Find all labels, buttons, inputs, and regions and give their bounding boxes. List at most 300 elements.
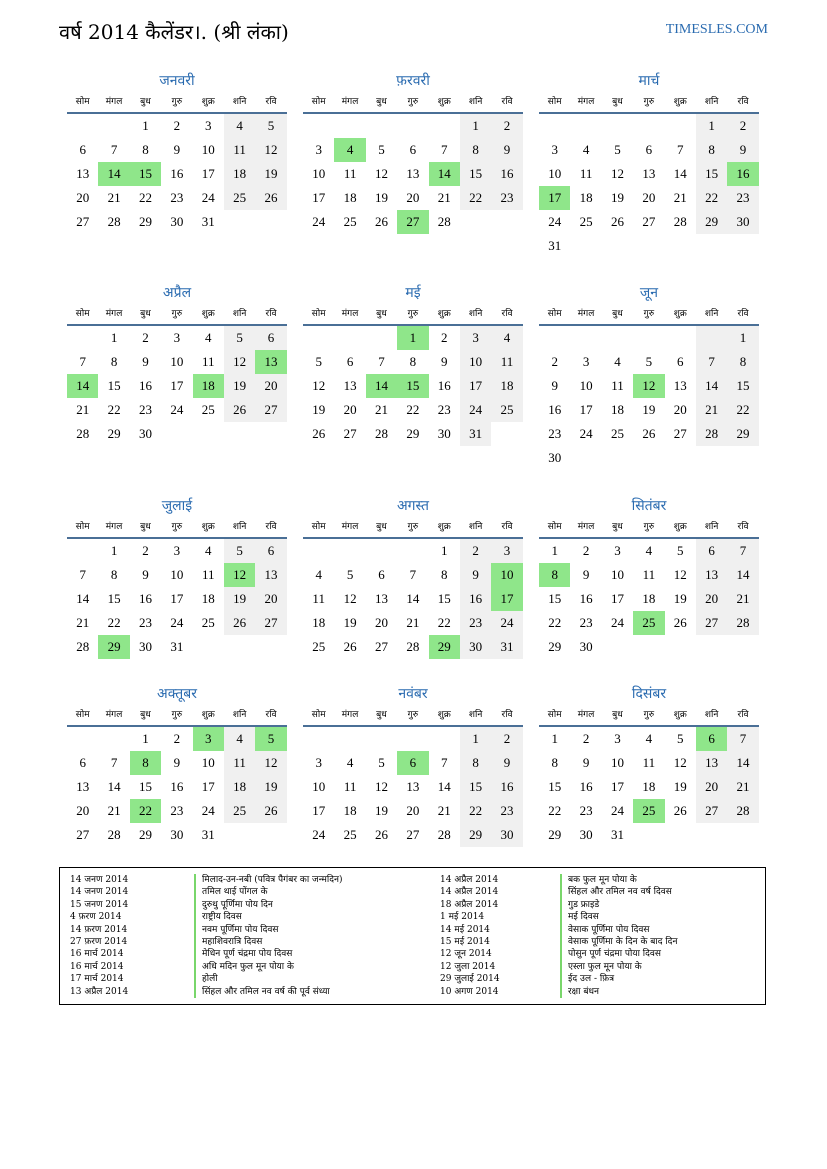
empty-cell — [696, 234, 727, 258]
week-row — [539, 422, 759, 446]
holiday-name: राष्ट्रीय दिवस — [202, 912, 242, 923]
weekday-label: मंगल — [341, 710, 359, 720]
day-cell: 20 — [374, 615, 388, 630]
day-cell: 6 — [79, 755, 86, 770]
day-cell: 4 — [224, 114, 255, 138]
day-cell: 22 — [437, 615, 451, 630]
day-cell: 26 — [374, 827, 388, 842]
day-cell: 25 — [491, 398, 522, 422]
empty-cell — [665, 446, 696, 470]
week-row — [303, 162, 523, 186]
weekday-label: शुक्र — [673, 309, 687, 319]
day-cell: 24 — [170, 402, 184, 417]
month-block — [67, 495, 287, 659]
week-row — [67, 186, 287, 210]
day-cell: 31 — [610, 827, 624, 842]
page-title: वर्ष 2014 कैलेंडर।. (श्री लंका) — [59, 20, 289, 44]
day-cell: 1 — [460, 114, 491, 138]
day-cell: 18 — [610, 402, 624, 417]
empty-cell — [696, 823, 727, 847]
day-cell: 10 — [170, 354, 184, 369]
weekday-label: गुरु — [407, 710, 419, 720]
empty-cell — [224, 635, 255, 659]
holiday-name: महाशिवरात्रि दिवस — [202, 936, 263, 947]
empty-cell — [665, 326, 696, 350]
weekday-label: रवि — [737, 522, 749, 532]
day-cell: 16 — [579, 591, 593, 606]
day-cell: 1 — [110, 330, 118, 345]
day-cell: 24 — [201, 803, 215, 818]
day-cell: 19 — [374, 190, 388, 205]
day-cell: 2 — [582, 731, 590, 746]
weekday-label: गुरु — [171, 710, 183, 720]
day-cell: 28 — [107, 214, 121, 229]
week-row — [539, 210, 759, 234]
day-cell: 30 — [437, 426, 451, 441]
day-cell: 21 — [76, 402, 90, 417]
day-cell: 10 — [460, 350, 491, 374]
day-cell: 16 — [491, 162, 522, 186]
holiday-names-left — [202, 874, 343, 998]
day-cell: 29 — [107, 426, 121, 441]
day-cell: 6 — [696, 539, 727, 563]
weekday-label: गुरु — [643, 522, 655, 532]
day-cell: 2 — [142, 543, 149, 558]
holiday-dates-right — [440, 874, 500, 998]
empty-cell — [570, 326, 601, 350]
day-cell: 16 — [491, 775, 522, 799]
day-cell: 29 — [727, 422, 758, 446]
day-cell: 28 — [76, 426, 90, 441]
day-cell: 2 — [441, 330, 448, 345]
empty-cell — [67, 326, 98, 350]
weekday-label: मंगल — [105, 309, 123, 319]
weekday-label: गुरु — [407, 309, 419, 319]
holiday-name: वेसाक पूर्णिमा के दिन के बाद दिन — [568, 936, 678, 947]
weekday-label: सोम — [311, 522, 326, 532]
holiday-name: सिंहल और तमिल नव वर्ष की पूर्व संध्या — [202, 986, 330, 997]
day-cell: 29 — [460, 823, 491, 847]
empty-cell — [67, 114, 98, 138]
empty-cell — [633, 823, 664, 847]
month-block — [303, 70, 523, 234]
month-name: नवंबर — [398, 686, 428, 702]
day-cell: 6 — [409, 142, 417, 157]
day-cell: 24 — [312, 827, 326, 842]
week-row — [539, 775, 759, 799]
day-cell: 24 — [610, 803, 624, 818]
day-cell: 4 — [224, 727, 255, 751]
day-cell: 25 — [343, 827, 357, 842]
month-name: दिसंबर — [631, 686, 667, 702]
holiday-date: 15 जनण 2014 — [70, 899, 129, 910]
day-cell: 17 — [539, 186, 570, 210]
weekday-header — [303, 304, 523, 326]
day-cell: 3 — [193, 727, 224, 751]
day-cell: 5 — [378, 755, 385, 770]
week-row — [539, 162, 759, 186]
week-row — [303, 138, 523, 162]
empty-cell — [67, 539, 98, 563]
week-row — [539, 823, 759, 847]
month-name: अगस्त — [396, 498, 429, 514]
day-cell: 12 — [312, 378, 326, 393]
day-cell: 22 — [460, 799, 491, 823]
weekday-label: शनि — [468, 309, 483, 319]
day-cell: 17 — [610, 591, 624, 606]
holiday-name: दुरुथु पूर्णिमा पोय दिन — [202, 899, 273, 910]
weekday-label: गुरु — [171, 97, 183, 107]
weekday-label: शुक्र — [437, 309, 451, 319]
weekday-label: सोम — [75, 710, 90, 720]
week-row — [303, 751, 523, 775]
holiday-name: मेधिन पूर्ण चंद्रमा पोय दिवस — [202, 949, 293, 960]
weekday-label: शनि — [468, 522, 483, 532]
day-cell: 25 — [343, 214, 357, 229]
weekday-label: रवि — [501, 309, 513, 319]
day-cell: 1 — [142, 731, 149, 746]
month-name: मार्च — [638, 73, 660, 89]
empty-cell — [633, 446, 664, 470]
day-cell: 7 — [378, 354, 385, 369]
day-cell: 31 — [491, 635, 522, 659]
holiday-name: रक्षा बंधन — [568, 986, 599, 997]
day-cell: 12 — [255, 751, 286, 775]
day-cell: 10 — [201, 755, 215, 770]
weekday-label: रवि — [265, 309, 277, 319]
day-cell: 7 — [110, 142, 118, 157]
day-cell: 11 — [224, 751, 255, 775]
empty-cell — [255, 210, 286, 234]
day-cell: 13 — [696, 751, 727, 775]
holiday-bar-left — [194, 874, 196, 998]
week-row — [303, 799, 523, 823]
day-cell: 8 — [110, 567, 118, 582]
month-block — [539, 282, 759, 470]
weekday-label: गुरु — [643, 710, 655, 720]
empty-cell — [397, 727, 428, 751]
day-cell: 17 — [201, 166, 215, 181]
day-cell: 23 — [491, 186, 522, 210]
week-row — [303, 186, 523, 210]
day-cell: 28 — [76, 639, 90, 654]
week-row — [303, 587, 523, 611]
holiday-date: 10 अगण 2014 — [440, 986, 499, 997]
day-cell: 22 — [727, 398, 758, 422]
day-cell: 14 — [727, 751, 758, 775]
day-cell: 7 — [677, 142, 684, 157]
day-cell: 23 — [437, 402, 451, 417]
weekday-label: बुध — [140, 309, 151, 319]
day-cell: 1 — [551, 731, 558, 746]
day-cell: 8 — [142, 142, 149, 157]
empty-cell — [303, 727, 334, 751]
weekday-header — [67, 705, 287, 727]
weekday-label: मंगल — [105, 97, 123, 107]
day-cell: 1 — [696, 114, 727, 138]
day-cell: 23 — [548, 426, 562, 441]
day-cell: 9 — [582, 567, 590, 582]
day-cell: 19 — [224, 374, 255, 398]
day-cell: 12 — [224, 350, 255, 374]
day-cell: 9 — [173, 755, 181, 770]
holiday-date: 14 अप्रैल 2014 — [440, 887, 499, 898]
day-cell: 11 — [491, 350, 522, 374]
day-cell: 30 — [170, 214, 184, 229]
day-cell: 28 — [437, 827, 451, 842]
day-cell: 10 — [610, 755, 624, 770]
holiday-date: 14 जनण 2014 — [70, 875, 129, 885]
holiday-bar-right — [560, 874, 562, 998]
empty-cell — [193, 422, 224, 446]
weekday-label: मंगल — [577, 522, 595, 532]
day-cell: 14 — [98, 162, 129, 186]
day-cell: 26 — [642, 426, 656, 441]
day-cell: 20 — [406, 190, 420, 205]
day-cell: 2 — [142, 330, 149, 345]
day-cell: 20 — [76, 190, 90, 205]
holiday-date: 4 फ़रण 2014 — [70, 912, 122, 923]
day-cell: 22 — [460, 186, 491, 210]
day-cell: 9 — [491, 751, 522, 775]
empty-cell — [633, 114, 664, 138]
day-cell: 7 — [409, 567, 417, 582]
day-cell: 15 — [437, 591, 451, 606]
day-cell: 2 — [727, 114, 758, 138]
day-cell: 14 — [437, 779, 451, 794]
day-cell: 12 — [224, 563, 255, 587]
weekday-header — [67, 517, 287, 539]
weekday-label: शनि — [232, 309, 247, 319]
day-cell: 10 — [491, 563, 522, 587]
empty-cell — [334, 539, 365, 563]
day-cell: 27 — [76, 827, 90, 842]
holiday-name: वेसाक पूर्णिमा पोय दिवस — [568, 924, 650, 935]
weekday-label: बुध — [612, 522, 623, 532]
month-name: अप्रैल — [162, 285, 192, 301]
day-cell: 13 — [406, 779, 420, 794]
day-cell: 27 — [696, 611, 727, 635]
empty-cell — [429, 727, 460, 751]
weekday-label: रवि — [265, 710, 277, 720]
day-cell: 17 — [610, 779, 624, 794]
day-cell: 8 — [460, 751, 491, 775]
day-cell: 28 — [374, 426, 388, 441]
day-cell: 7 — [441, 142, 448, 157]
day-cell: 3 — [460, 326, 491, 350]
day-cell: 12 — [610, 166, 624, 181]
weekday-label: सोम — [75, 522, 90, 532]
day-cell: 24 — [170, 615, 184, 630]
day-cell: 30 — [138, 639, 152, 654]
weekday-label: रवि — [501, 710, 513, 720]
empty-cell — [665, 635, 696, 659]
week-row — [67, 799, 287, 823]
day-cell: 10 — [312, 779, 326, 794]
day-cell: 9 — [441, 354, 448, 369]
day-cell: 29 — [138, 827, 152, 842]
day-cell: 12 — [255, 138, 286, 162]
day-cell: 30 — [138, 426, 152, 441]
day-cell: 27 — [673, 426, 687, 441]
holiday-date: 16 मार्च 2014 — [70, 961, 124, 972]
weekday-label: शनि — [232, 97, 247, 107]
day-cell: 8 — [727, 350, 758, 374]
day-cell: 29 — [98, 635, 129, 659]
empty-cell — [193, 635, 224, 659]
day-cell: 10 — [170, 567, 184, 582]
empty-cell — [602, 326, 633, 350]
weekday-label: रवि — [501, 97, 513, 107]
day-cell: 6 — [255, 539, 286, 563]
weekday-label: सोम — [311, 710, 326, 720]
day-cell: 7 — [79, 567, 86, 582]
weekday-label: सोम — [547, 522, 562, 532]
day-cell: 27 — [255, 611, 286, 635]
day-cell: 26 — [673, 615, 687, 630]
day-cell: 14 — [406, 591, 420, 606]
empty-cell — [727, 234, 758, 258]
day-cell: 15 — [548, 591, 562, 606]
day-cell: 9 — [460, 563, 491, 587]
day-cell: 11 — [343, 166, 357, 181]
weekday-label: मंगल — [577, 710, 595, 720]
day-cell: 13 — [406, 166, 420, 181]
day-cell: 27 — [696, 799, 727, 823]
empty-cell — [303, 326, 334, 350]
day-cell: 29 — [548, 639, 562, 654]
weekday-header — [303, 92, 523, 114]
day-cell: 30 — [579, 827, 593, 842]
day-cell: 21 — [107, 190, 121, 205]
day-cell: 9 — [173, 142, 181, 157]
day-cell: 19 — [255, 162, 286, 186]
day-cell: 25 — [610, 426, 624, 441]
week-row — [67, 138, 287, 162]
day-cell: 18 — [343, 803, 357, 818]
day-cell: 18 — [312, 615, 326, 630]
empty-cell — [727, 446, 758, 470]
day-cell: 23 — [170, 803, 184, 818]
day-cell: 10 — [312, 166, 326, 181]
day-cell: 26 — [374, 214, 388, 229]
month-block — [539, 495, 759, 659]
day-cell: 22 — [406, 402, 420, 417]
week-row — [67, 775, 287, 799]
day-cell: 13 — [673, 378, 687, 393]
day-cell: 5 — [315, 354, 322, 369]
day-cell: 30 — [170, 827, 184, 842]
day-cell: 4 — [582, 142, 590, 157]
day-cell: 18 — [642, 779, 656, 794]
day-cell: 12 — [374, 166, 388, 181]
day-cell: 25 — [579, 214, 593, 229]
week-row — [303, 326, 523, 350]
day-cell: 11 — [611, 378, 624, 393]
day-cell: 27 — [343, 426, 357, 441]
weekday-label: सोम — [547, 97, 562, 107]
empty-cell — [460, 210, 491, 234]
empty-cell — [602, 635, 633, 659]
empty-cell — [366, 539, 397, 563]
day-cell: 22 — [548, 803, 562, 818]
day-cell: 12 — [374, 779, 388, 794]
weekday-label: बुध — [612, 309, 623, 319]
day-cell: 21 — [727, 775, 758, 799]
holiday-name: अधि मदिन फुल मून पोया के — [202, 961, 294, 972]
week-row — [67, 210, 287, 234]
day-cell: 27 — [255, 398, 286, 422]
day-cell: 25 — [201, 402, 215, 417]
day-cell: 12 — [673, 755, 687, 770]
day-cell: 15 — [460, 775, 491, 799]
weekday-label: मंगल — [105, 710, 123, 720]
day-cell: 22 — [107, 615, 121, 630]
day-cell: 23 — [138, 615, 152, 630]
weekday-label: रवि — [265, 97, 277, 107]
empty-cell — [696, 635, 727, 659]
day-cell: 17 — [170, 591, 184, 606]
day-cell: 28 — [107, 827, 121, 842]
weekday-label: रवि — [737, 97, 749, 107]
week-row — [539, 398, 759, 422]
holiday-date: 18 अप्रैल 2014 — [440, 899, 499, 910]
day-cell: 29 — [696, 210, 727, 234]
day-cell: 17 — [312, 803, 326, 818]
weekday-label: मंगल — [341, 97, 359, 107]
site-link[interactable]: TIMESLES.COM — [665, 22, 768, 37]
day-cell: 4 — [346, 755, 354, 770]
day-cell: 17 — [170, 378, 184, 393]
day-cell: 5 — [224, 539, 255, 563]
day-cell: 25 — [224, 186, 255, 210]
day-cell: 31 — [201, 214, 215, 229]
weekday-label: मंगल — [577, 309, 595, 319]
week-row — [67, 326, 287, 350]
day-cell: 19 — [642, 402, 656, 417]
month-name: जुलाई — [161, 498, 193, 514]
holiday-name: सिंहल और तमिल नव वर्ष दिवस — [568, 887, 672, 898]
day-cell: 3 — [205, 118, 212, 133]
day-cell: 18 — [579, 190, 593, 205]
weekday-label: बुध — [612, 710, 623, 720]
day-cell: 3 — [614, 731, 621, 746]
week-row — [539, 635, 759, 659]
weekday-label: बुध — [140, 710, 151, 720]
empty-cell — [366, 727, 397, 751]
empty-cell — [224, 823, 255, 847]
day-cell: 16 — [727, 162, 758, 186]
day-cell: 8 — [110, 354, 118, 369]
weekday-label: सोम — [547, 710, 562, 720]
day-cell: 19 — [343, 615, 357, 630]
day-cell: 20 — [255, 374, 286, 398]
day-cell: 26 — [224, 398, 255, 422]
weekday-header — [67, 92, 287, 114]
day-cell: 6 — [79, 142, 86, 157]
day-cell: 23 — [138, 402, 152, 417]
day-cell: 15 — [130, 162, 161, 186]
day-cell: 15 — [727, 374, 758, 398]
day-cell: 4 — [315, 567, 322, 582]
day-cell: 9 — [727, 138, 758, 162]
day-cell: 19 — [312, 402, 326, 417]
weekday-label: गुरु — [407, 522, 419, 532]
day-cell: 27 — [397, 210, 428, 234]
month-block — [67, 282, 287, 446]
week-row — [303, 422, 523, 446]
weekday-label: शनि — [704, 97, 719, 107]
